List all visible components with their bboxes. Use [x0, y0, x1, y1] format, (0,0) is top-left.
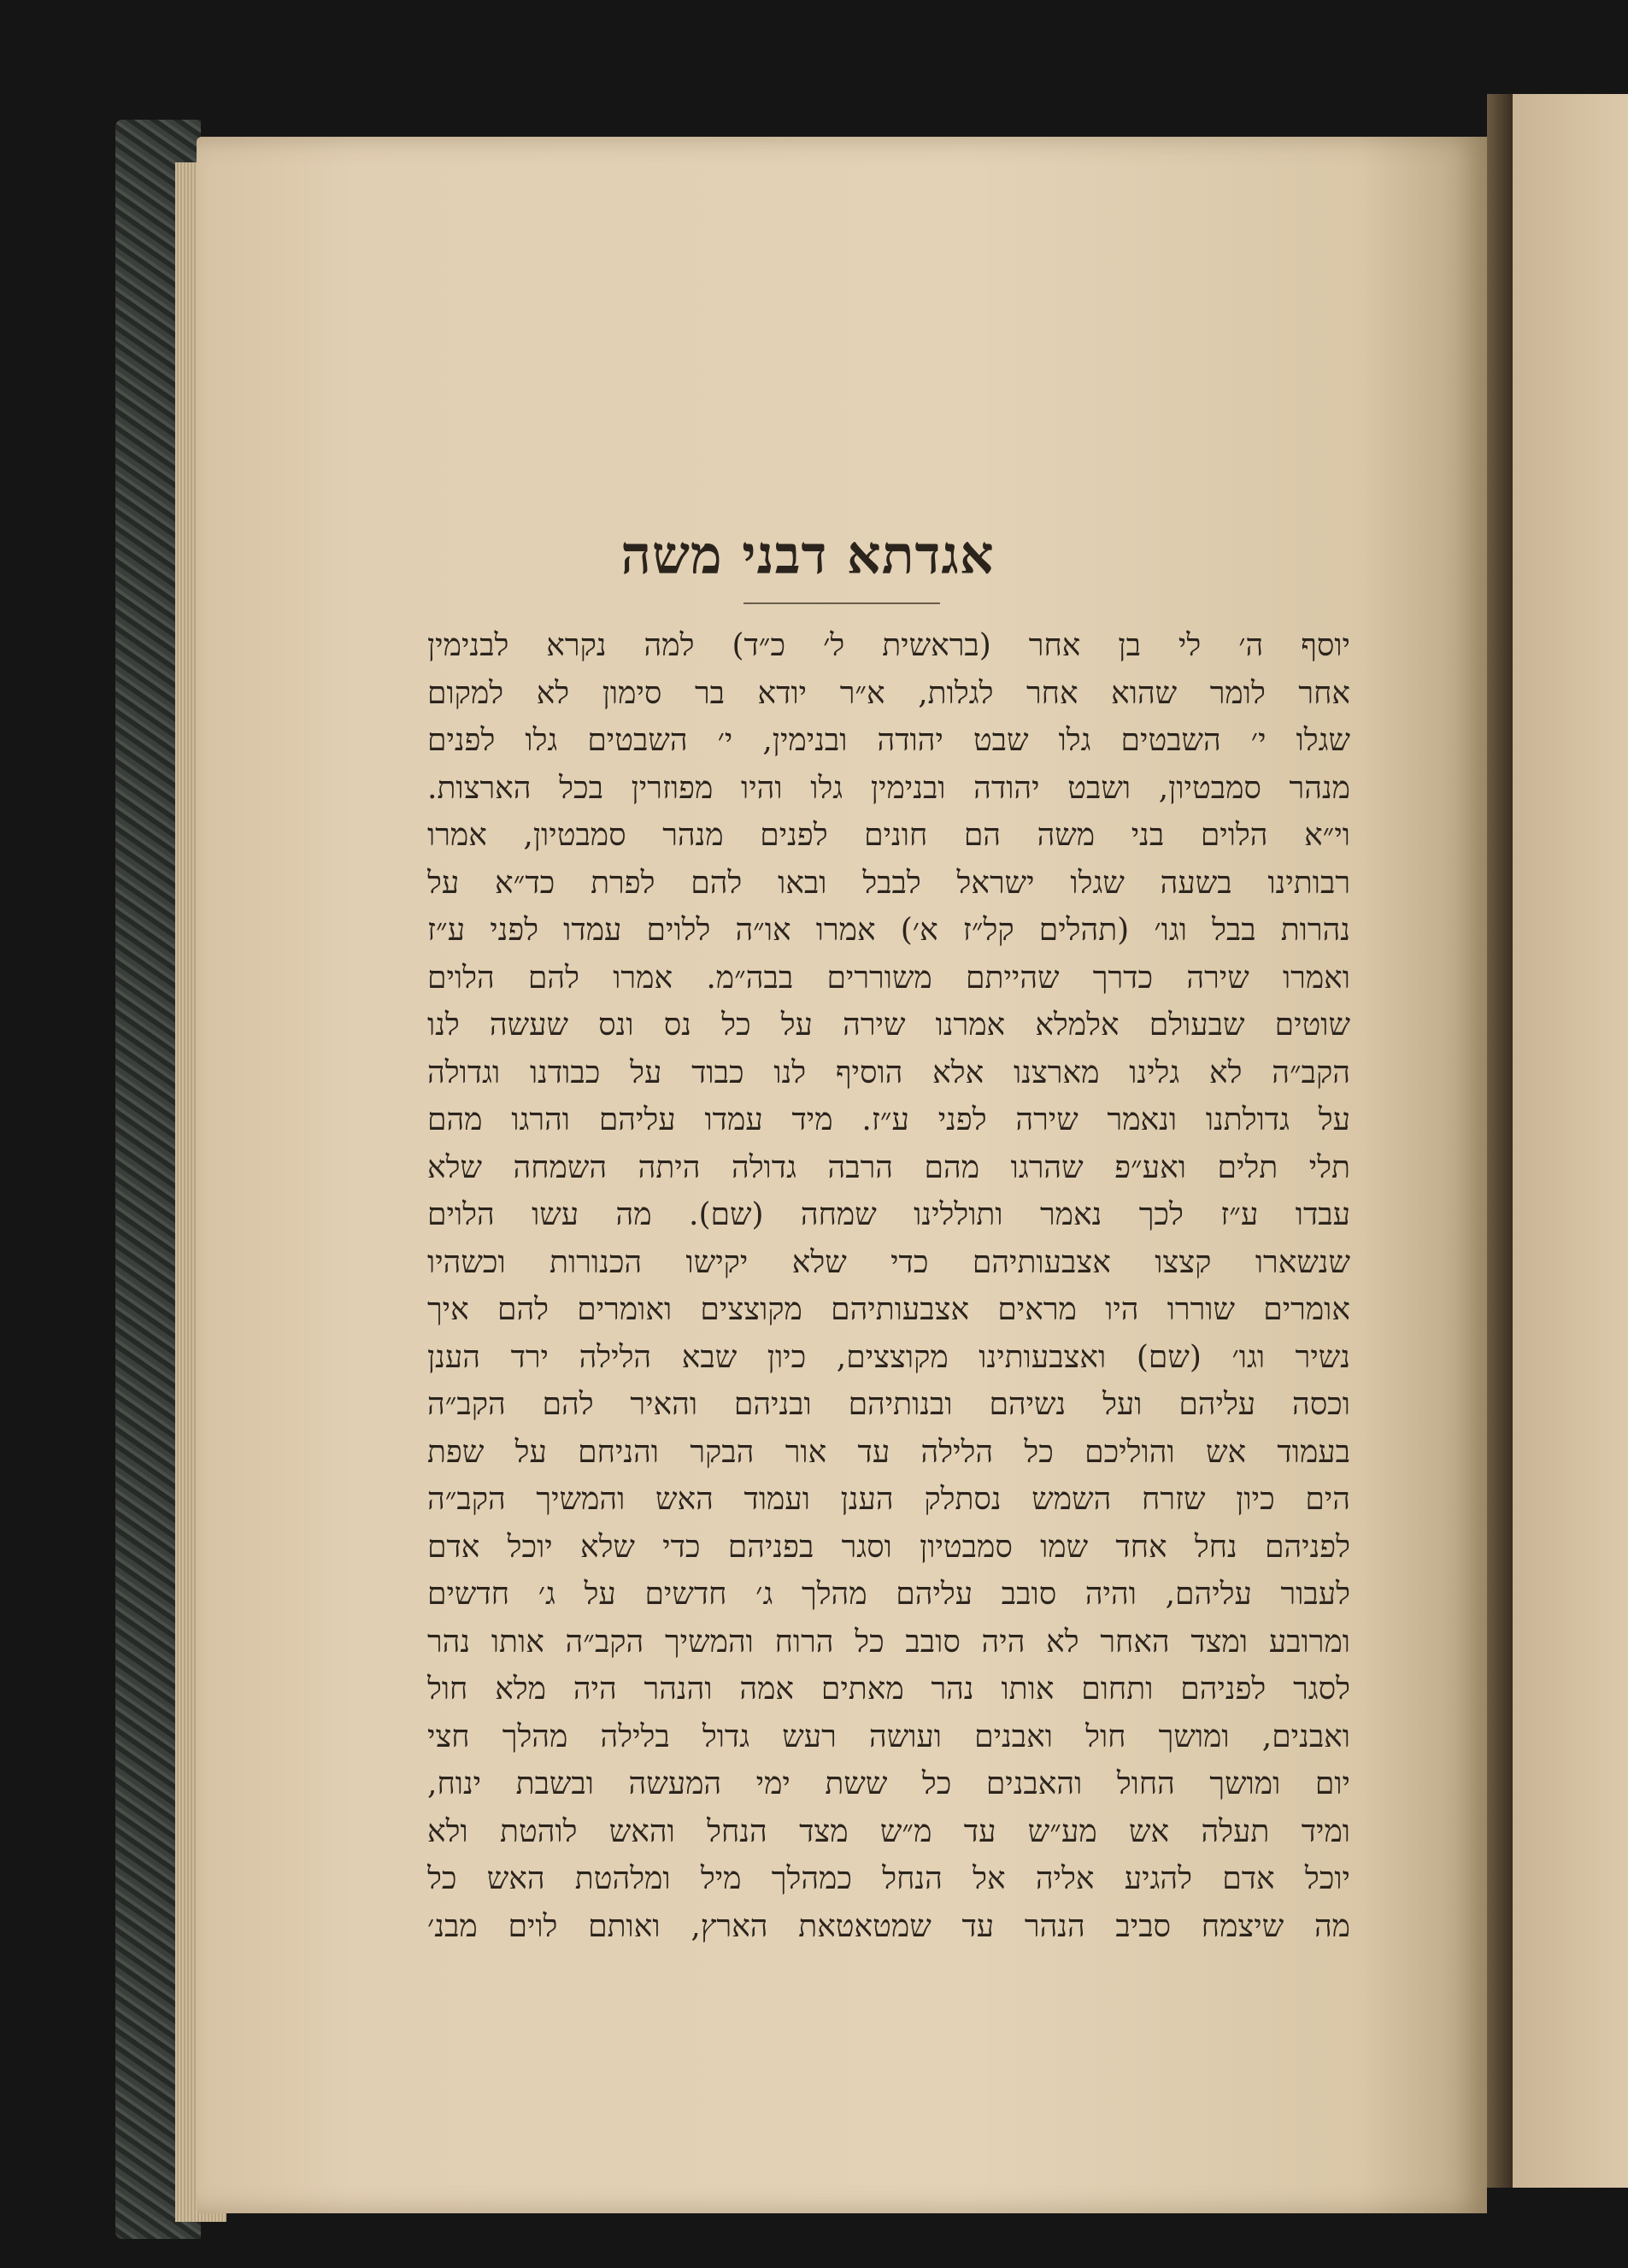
text-line: תלי תלים ואע״פ שהרגו מהם הרבה גדולה היתה השמחה שלא — [427, 1149, 1350, 1185]
text-line: שגלו י׳ השבטים גלו שבט יהודה ובנימין, י׳ השבטים גלו לפנים — [427, 723, 1350, 758]
text-line: לסגר לפניהם ותחום אותו נהר מאתים אמה והנהר היה מלא חול — [427, 1672, 1350, 1707]
text-line: לפניהם נחל אחד שמו סמבטיון וסגר בפניהם כדי שלא יוכל אדם — [427, 1529, 1350, 1565]
text-line: וכסה עליהם ועל נשיהם ובנותיהם ובניהם והאיר להם הקב״ה — [427, 1387, 1350, 1422]
text-line: שנשארו קצצו אצבעותיהם כדי שלא יקישו הכנורות וכשהיו — [427, 1244, 1350, 1280]
text-line: ואבנים, ומושך חול ואבנים ועושה רעש גדול בלילה מהלך חצי — [427, 1719, 1350, 1754]
text-line: יוסף ה׳ לי בן אחר (בראשית ל׳ כ״ד) למה נקרא לבנימין — [427, 628, 1350, 663]
text-line: בעמוד אש והוליכם כל הלילה עד אור הבקר והניחם על שפת — [427, 1434, 1350, 1470]
text-line: מה שיצמח סביב הנהר עד שמטאטאת הארץ, ואותם לוים מבנ׳ — [427, 1908, 1350, 1944]
text-line: עבדו ע״ז לכך נאמר ותוללינו שמחה (שם). מה עשו הלוים — [427, 1197, 1350, 1232]
text-line: יוכל אדם להגיע אליה אל הנחל כמהלך מיל ומלהטת האש כל — [427, 1861, 1350, 1896]
text-line: ומיד תעלה אש מע״ש עד מ״ש מצד הנחל והאש לוהטת ולא — [427, 1813, 1350, 1849]
text-line: לעבור עליהם, והיה סובב עליהם מהלך ג׳ חדשים על ג׳ חדשים — [427, 1577, 1350, 1612]
text-line: שוטים שבעולם אלמלא אמרנו שירה על כל נס ונס שעשה לנו — [427, 1008, 1350, 1043]
text-line: אחר לומר שהוא אחר לגלות, א״ר יודא בר סימון לא למקום — [427, 675, 1350, 711]
text-line: רבותינו בשעה שגלו ישראל לבבל ובאו להם לפרת כד״א על — [427, 865, 1350, 901]
book-gutter — [1487, 94, 1513, 2188]
text-line: על גדולתנו ונאמר שירה לפני ע״ז. מיד עמדו עליהם והרגו מהם — [427, 1102, 1350, 1137]
text-line: יום ומושך החול והאבנים כל ששת ימי המעשה ובשבת ינוח, — [427, 1766, 1350, 1801]
title-rule — [743, 602, 940, 604]
text-line: הקב״ה לא גלינו מארצנו אלא הוסיף לנו כבוד על כבודנו וגדולה — [427, 1055, 1350, 1090]
text-line: נהרות בבל וגו׳ (תהלים קל״ז א׳) אמרו או״ה ללוים עמדו לפני ע״ז — [427, 913, 1350, 948]
facing-page-edge — [1513, 94, 1628, 2188]
text-line: אומרים שוררו היו מראים אצבעותיהם מקוצצים ואומרים להם איך — [427, 1292, 1350, 1327]
text-line: מנהר סמבטיון, ושבט יהודה ובנימין גלו והיו מפוזרין בכל הארצות. — [427, 770, 1350, 806]
body-text — [427, 622, 1350, 1950]
text-line: הים כיון שזרח השמש נסתלק הענן ועמוד האש והמשיך הקב״ה — [427, 1482, 1350, 1517]
text-line: נשיר וגו׳ (שם) ואצבעותינו מקוצצים, כיון שבא הלילה ירד הענן — [427, 1339, 1350, 1375]
text-line: ואמרו שירה כדרך שהייתם משוררים בבה״מ. אמרו להם הלוים — [427, 960, 1350, 996]
text-line: ומרובע ומצד האחר לא היה סובב כל הרוח והמשיך הקב״ה אותו נהר — [427, 1624, 1350, 1660]
text-line: וי״א הלוים בני משה הם חונים לפנים מנהר סמבטיון, אמרו — [427, 818, 1350, 853]
page-title: אגדתא דבני משה — [620, 524, 995, 586]
